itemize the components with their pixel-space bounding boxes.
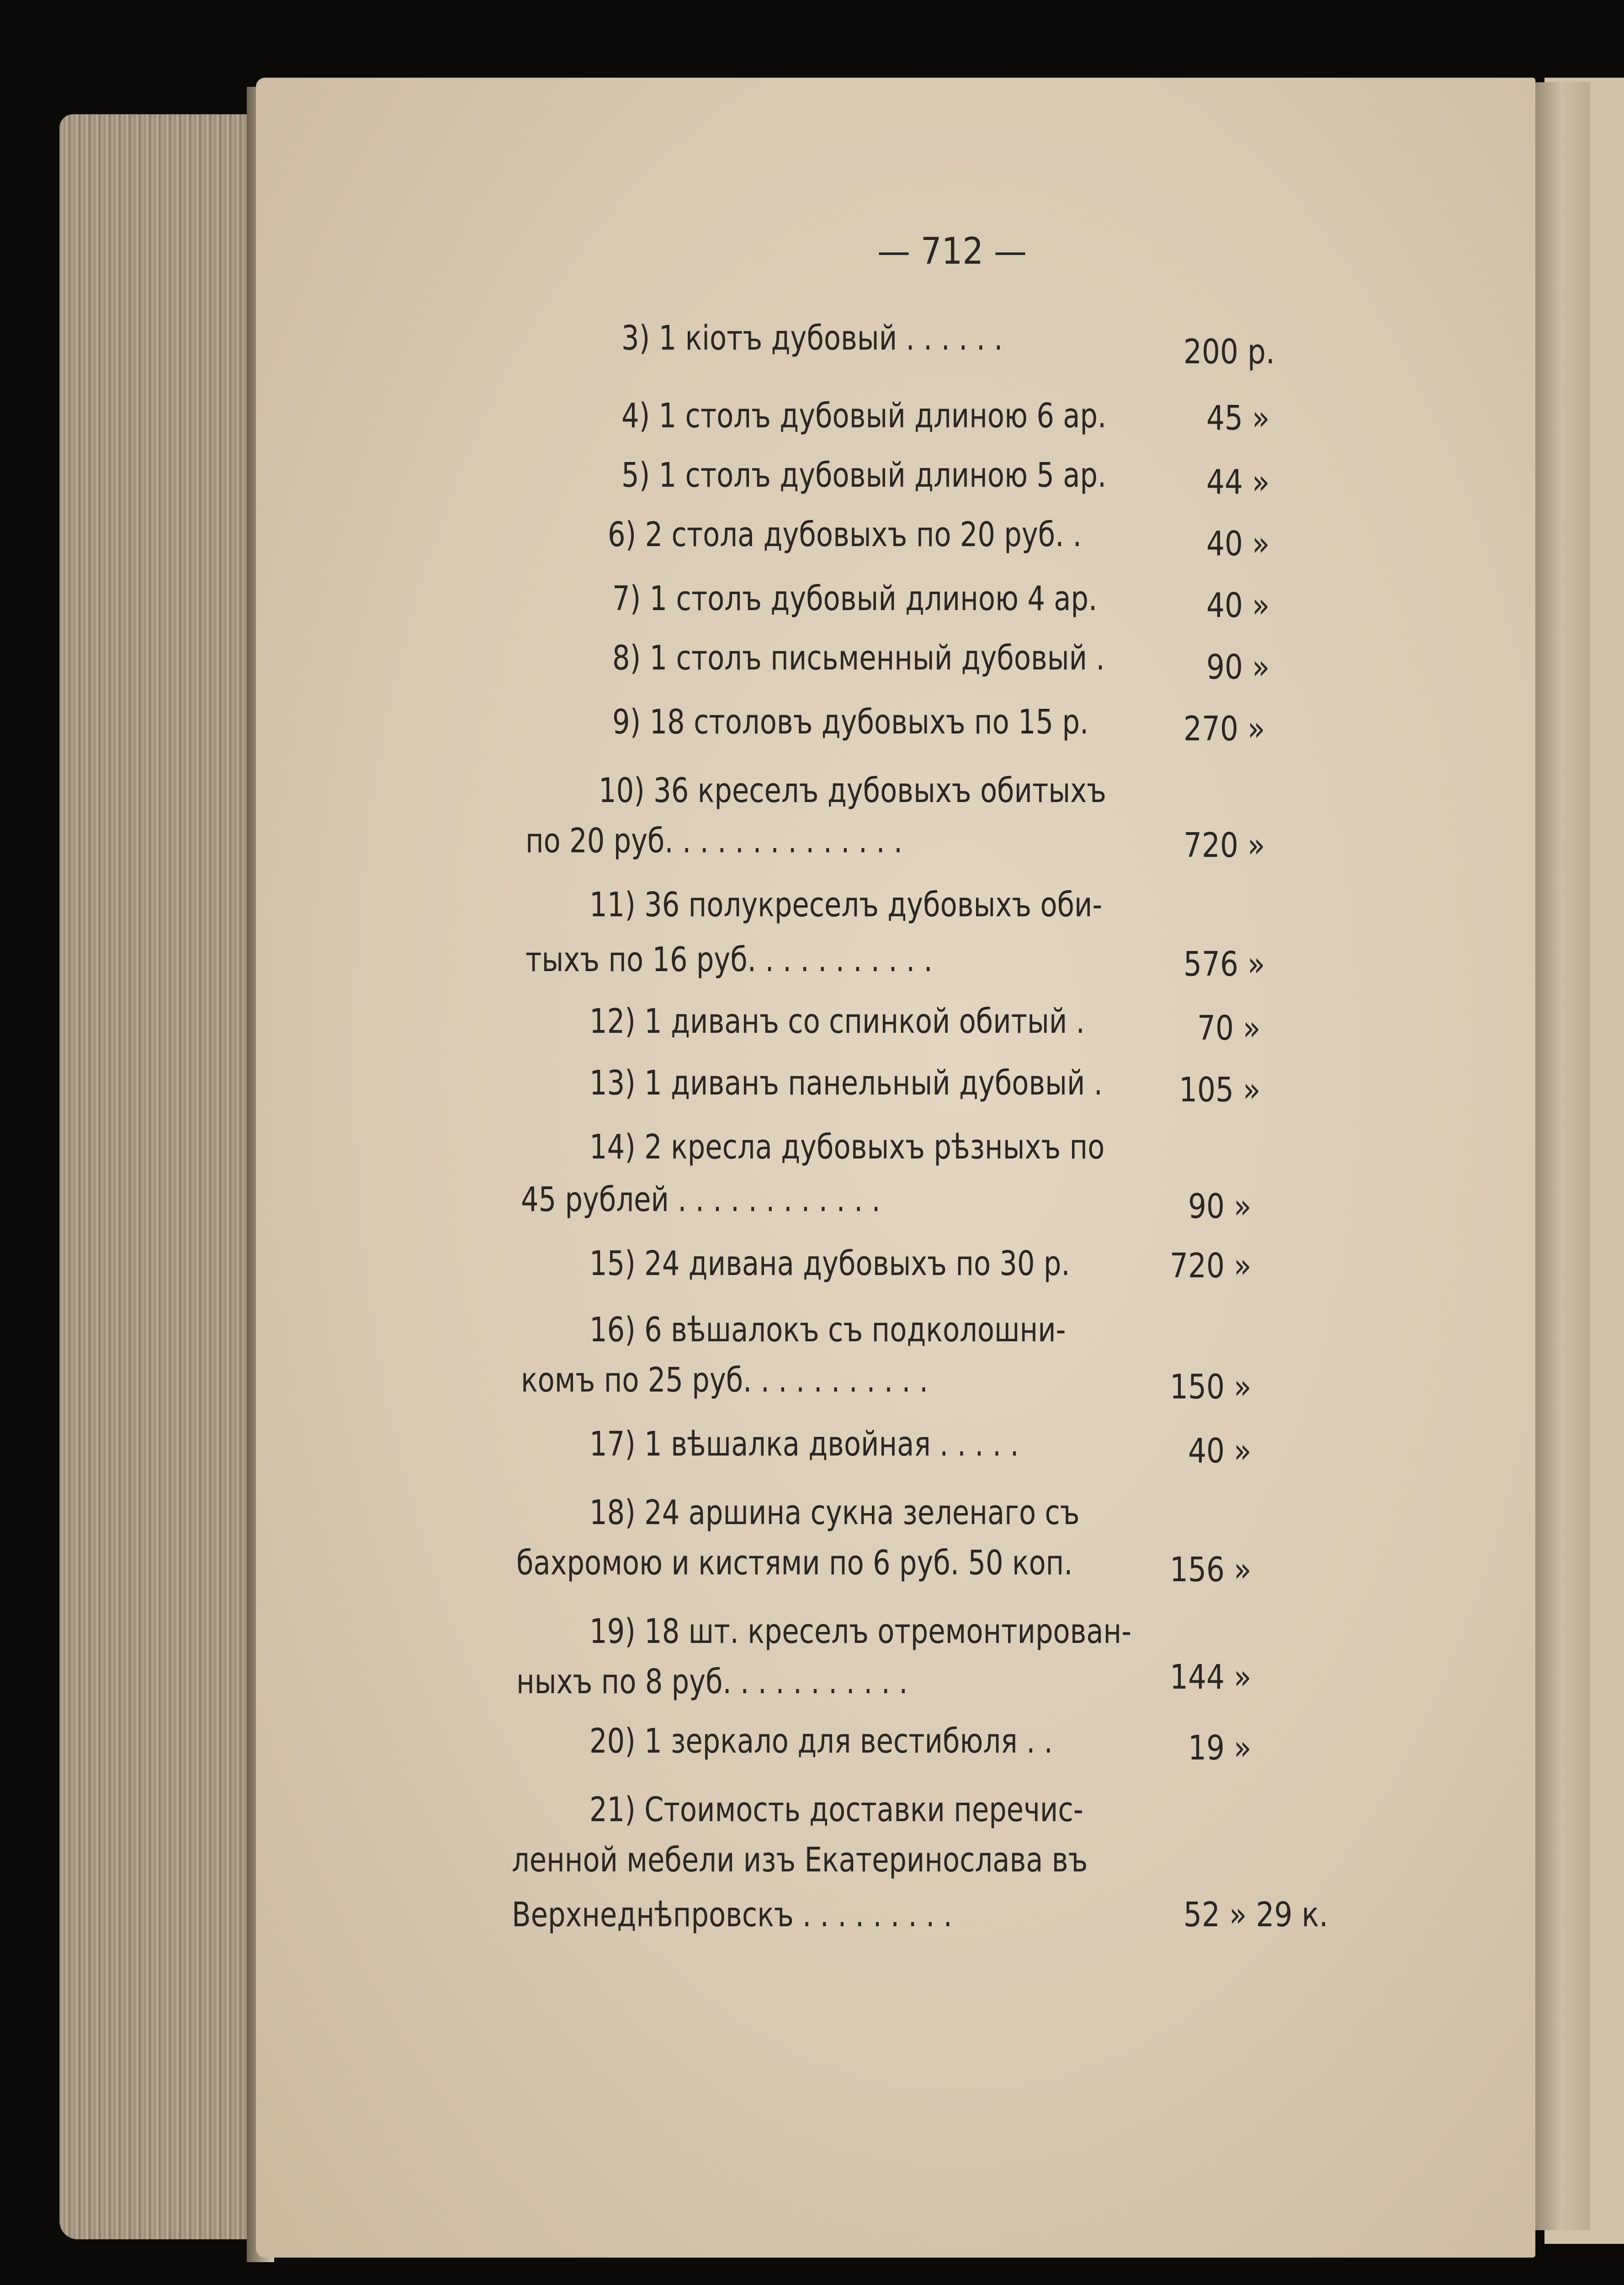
item-description-continuation: ныхъ по 8 руб. . . . . . . . . . . bbox=[516, 1662, 908, 1701]
item-amount: 576 » bbox=[1184, 945, 1265, 984]
item-amount: 270 » bbox=[1184, 709, 1265, 749]
item-description: 14) 2 кресла дубовыхъ рѣзныхъ по bbox=[589, 1127, 1105, 1167]
item-description: 10) 36 креселъ дубовыхъ обитыхъ bbox=[599, 771, 1106, 810]
item-description: 18) 24 аршина сукна зеленаго съ bbox=[589, 1493, 1080, 1532]
item-description: 21) Стоимость доставки перечис- bbox=[589, 1790, 1083, 1829]
item-description: 20) 1 зеркало для вестибюля . . bbox=[589, 1722, 1053, 1761]
item-description: 19) 18 шт. креселъ отремонтирован- bbox=[589, 1612, 1132, 1651]
item-description: 11) 36 полукреселъ дубовыхъ оби- bbox=[589, 885, 1103, 925]
item-amount: 90 » bbox=[1206, 648, 1270, 687]
item-amount: 19 » bbox=[1188, 1728, 1252, 1768]
item-description: 8) 1 столъ письменный дубовый . bbox=[612, 638, 1105, 678]
item-amount: 40 » bbox=[1206, 524, 1270, 563]
page-gutter bbox=[1526, 82, 1590, 2230]
item-description: 6) 2 стола дубовыхъ по 20 руб. . bbox=[608, 515, 1082, 554]
item-description: 9) 18 столовъ дубовыхъ по 15 р. bbox=[612, 702, 1089, 742]
item-amount: 720 » bbox=[1184, 826, 1265, 865]
item-description-continuation: комъ по 25 руб. . . . . . . . . . . bbox=[521, 1360, 929, 1400]
item-description: 17) 1 вѣшалка двойная . . . . . bbox=[589, 1424, 1019, 1464]
item-description: 7) 1 столъ дубовый длиною 4 ар. bbox=[612, 579, 1098, 618]
item-description-continuation: бахромою и кистями по 6 руб. 50 коп. bbox=[516, 1543, 1073, 1583]
item-amount: 45 » bbox=[1206, 399, 1270, 438]
item-description-continuation: по 20 руб. . . . . . . . . . . . . . bbox=[525, 821, 903, 861]
item-description: 16) 6 вѣшалокъ съ подколошни- bbox=[589, 1310, 1066, 1350]
item-amount: 70 » bbox=[1197, 1009, 1261, 1048]
item-description-continuation: ленной мебели изъ Екатеринослава въ bbox=[512, 1840, 1088, 1880]
item-amount: 40 » bbox=[1188, 1431, 1252, 1471]
item-amount: 144 » bbox=[1170, 1658, 1252, 1697]
item-amount: 720 » bbox=[1170, 1246, 1252, 1286]
item-description-continuation: 45 рублей . . . . . . . . . . . . bbox=[521, 1180, 881, 1219]
book-page-edges bbox=[59, 114, 270, 2239]
item-amount: 150 » bbox=[1170, 1367, 1252, 1407]
item-amount: 105 » bbox=[1179, 1070, 1261, 1110]
item-amount: 52 » 29 к. bbox=[1184, 1895, 1328, 1934]
item-description-continuation: Верхнеднѣпровскъ . . . . . . . . . bbox=[512, 1895, 952, 1934]
item-description-continuation: тыхъ по 16 руб. . . . . . . . . . . bbox=[525, 940, 933, 979]
item-description: 15) 24 дивана дубовыхъ по 30 р. bbox=[589, 1244, 1070, 1283]
item-amount: 156 » bbox=[1170, 1550, 1252, 1589]
item-amount: 40 » bbox=[1206, 586, 1270, 625]
item-amount: 44 » bbox=[1206, 462, 1270, 502]
item-description: 13) 1 диванъ панельный дубовый . bbox=[589, 1063, 1103, 1103]
item-description: 4) 1 столъ дубовый длиною 6 ар. bbox=[621, 396, 1107, 436]
item-description: 3) 1 кіотъ дубовый . . . . . . bbox=[621, 319, 1003, 358]
item-description: 12) 1 диванъ со спинкой обитый . bbox=[589, 1002, 1085, 1041]
page-number: — 712 — bbox=[877, 230, 1027, 272]
item-amount: 200 р. bbox=[1184, 332, 1275, 372]
item-amount: 90 » bbox=[1188, 1187, 1252, 1226]
item-description: 5) 1 столъ дубовый длиною 5 ар. bbox=[621, 456, 1107, 495]
